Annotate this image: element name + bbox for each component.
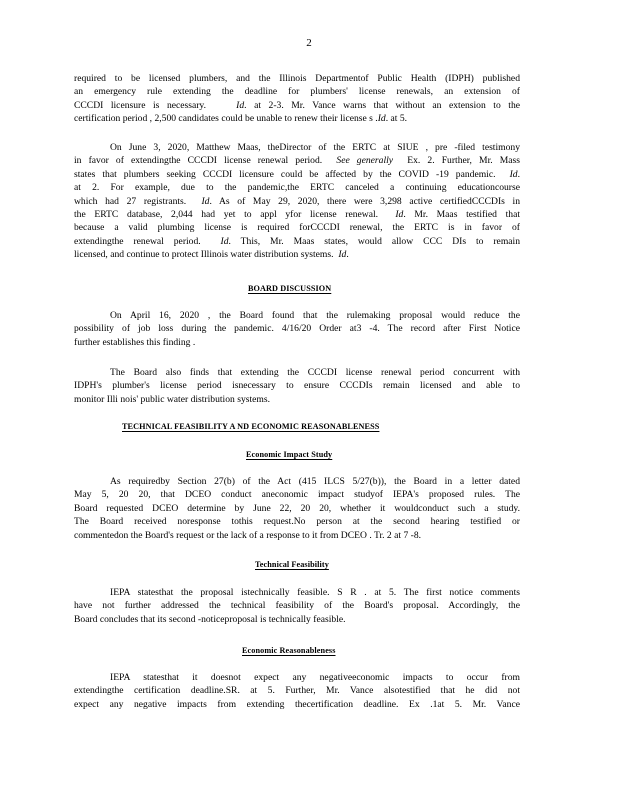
text-line: expect any negative impacts from extending thecertification deadline. Ex .1at 5. Mr. Vance [74,698,520,710]
text-line: The Board received noresponse tothis request.No person at the second hearing testified or [74,516,520,528]
text-line: On June 3, 2020, Matthew Maas, theDirector of the ERTC at SIUE , pre -filed testimony [110,142,520,153]
section-heading-board-discussion: BOARD DISCUSSION [248,284,332,293]
text-line: The Board also finds that extending the CCCDI license renewal period concurrent with [110,367,520,378]
text-line: As requiredby Section 27(b) of the Act (415 ILCS 5/27(b)), the Board in a letter dated [110,476,520,487]
text-line: licensed, and continue to protect Illinois water distribution systems. Id. [74,249,349,261]
text-line: because a valid plumbing license is required forCCCDI renewal, the ERTC is in favor of [74,222,520,234]
text-line: monitor Illi nois' public water distribution systems. [74,393,270,405]
paragraph-maas-testimony [74,141,520,262]
paragraph-economic-impact-study [74,475,520,542]
paragraph-board-finding [74,309,520,349]
paragraph-economic-reasonableness [74,671,520,711]
text-line: extendingthe renewal period. Id. This, Mr. Maas states, would allow CCC DIs to remain [74,235,520,247]
text-line: have not further addressed the technical feasibility of the Board's proposal. Accordingly, the [74,600,520,612]
text-line: the ERTC database, 2,044 had yet to appl yfor license renewal. Id. Mr. Maas testified that [74,209,521,221]
text-line: further establishes this finding . [74,336,196,348]
text-line: Board concludes that its second -noticeproposal is technically feasible. [74,613,346,625]
text-line: required to be licensed plumbers, and the Illinois Departmentof Public Health (IDPH) published [74,73,520,84]
text-line: May 5, 20 20, that DCEO conduct aneconomic impact studyof IEPA's proposed rules. The [74,489,520,501]
paragraph-continued [74,72,520,126]
text-line: in favor of extendingthe CCCDI license renewal period. See generally Ex. 2. Further, Mr. Mass [74,155,521,167]
text-line: an emergency rule extending the deadline for plumbers' license renewals, an extension of [74,86,520,98]
text-line: On April 16, 2020 , the Board found that the rulemaking proposal would reduce the [110,310,520,321]
text-line: which had 27 registrants. Id. As of May 29, 2020, there were 3,298 active certifiedCCCDIs in [74,195,521,207]
text-line: IDPH's plumber's license period isnecessary to ensure CCCDIs remain licensed and able to [74,380,520,392]
page-number: 2 [306,37,312,49]
text-line: states that plumbers seeking CCCDI licensure could be affected by the COVID -19 pandemic. Id. [74,168,521,180]
text-line: Board requested DCEO determine by June 22, 20 20, whether it wouldconduct such a study. [74,502,520,514]
text-line: commentedon the Board's request or the lack of a response to it from DCEO . Tr. 2 at 7 -8. [74,529,422,541]
paragraph-technical-feasibility [74,586,520,626]
section-heading-technical-economic: TECHNICAL FEASIBILITY A ND ECONOMIC REASONABLENESS [122,422,380,431]
subheading-technical-feasibility: Technical Feasibility [255,560,329,569]
text-line: IEPA statesthat the proposal istechnically feasible. S R . at 5. The first notice comments [110,587,520,598]
text-line: extendingthe certification deadline.SR. at 5. Further, Mr. Vance alsotestified that he did not [74,685,520,697]
text-line: CCCDI licensure is necessary. Id. at 2-3. Mr. Vance warns that without an extension to the [74,99,521,111]
text-line: possibility of job loss during the pandemic. 4/16/20 Order at3 -4. The record after First Notice [74,323,520,335]
text-line: IEPA statesthat it doesnot expect any negativeeconomic impacts to occur from [110,672,520,683]
paragraph-board-also-finds [74,366,520,406]
subheading-economic-reasonableness: Economic Reasonableness [242,646,336,655]
text-line: certification period , 2,500 candidates could be unable to renew their license s .Id. at 5. [74,113,408,125]
subheading-economic-impact-study: Economic Impact Study [246,450,333,459]
text-line: at 2. For example, due to the pandemic,the ERTC canceled a continuing educationcourse [74,182,520,194]
